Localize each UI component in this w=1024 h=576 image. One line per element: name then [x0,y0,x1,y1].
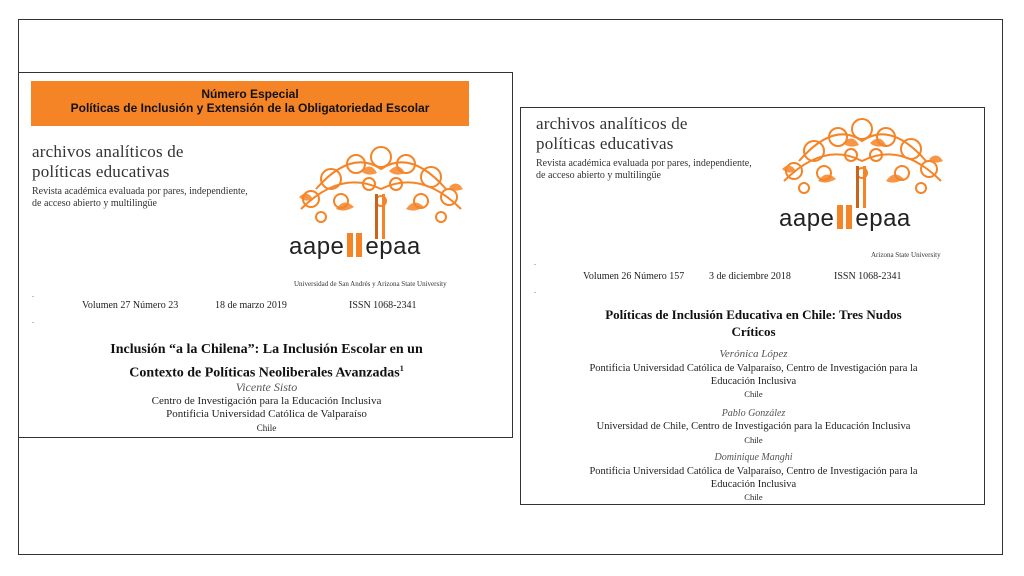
affiliation-line-2: Pontificia Universidad Católica de Valparaíso [166,408,367,420]
author-1-name: Verónica López [719,348,788,360]
special-issue-banner [31,81,469,126]
author-3-name: Dominique Manghi [714,452,793,463]
banner-line-1: Número Especial [201,87,299,101]
journal-subtitle-line-2: de acceso abierto y multilingüe [536,170,661,181]
article-title-line-1: Inclusión “a la Chilena”: La Inclusión Escolar en un [110,342,423,357]
journal-title-line-1: archivos analíticos de [536,114,688,133]
volume-number: Volumen 26 Número 157 [583,271,685,282]
publisher-universities: Universidad de San Andrés y Arizona State University [294,280,447,288]
journal-subtitle-line-1: Revista académica evaluada por pares, independiente, [32,186,248,197]
author-name: Vicente Sisto [235,380,298,394]
affiliation-line-1: Centro de Investigación para la Educación Inclusiva [151,395,382,407]
author-2-affiliation: Universidad de Chile, Centro de Investigación para la Educación Inclusiva [596,421,911,432]
issn: ISSN 1068-2341 [834,271,902,282]
journal-title-line-2: políticas educativas [536,134,674,153]
journal-title-line-2: políticas educativas [32,162,170,181]
author-2-country: Chile [744,435,763,445]
banner-line-2: Políticas de Inclusión y Extensión de la Obligatoriedad Escolar [70,101,430,115]
issue-metadata [521,271,986,285]
brand-wordmark [289,233,421,261]
author-1-affiliation-line-1: Pontificia Universidad Católica de Valparaíso, Centro de Investigación para la [589,363,918,374]
article-title [521,306,986,340]
tree-logo-icon [766,113,951,208]
document-cover-2: archivos analíticos de políticas educativas Revista académica evaluada por pares, independiente, de acceso abierto y multilingüe aape epaa Arizona State University . Volumen 26 Número 157 3 de diciembre 2018 ISSN 1068-2341 . Políticas de Inclusión Educativa en Chile: Tres Nudos Críticos Verónica López Pontificia Universidad Católica de Valparaíso, Centro de Investigación para la Educación Inclusiva Chile Pablo González Universidad de Chile, Centro de Investigación para la Educación Inclusiva Chile Dominique Manghi Pontificia Universidad Católica de Valparaíso, Centro de Investigación para la Educación Inclusiva Chile [520,107,985,505]
brand-left: aape [289,233,345,260]
issue-metadata [19,300,514,314]
issue-date: 3 de diciembre 2018 [709,271,791,282]
journal-header [32,142,248,210]
brand-left: aape [779,205,835,232]
footnote-marker: 1 [399,364,404,373]
brand-right: epaa [855,205,911,232]
article-title [19,340,514,383]
author-3-affiliation [521,465,986,491]
brand-wordmark [779,205,911,233]
author-1-country: Chile [744,389,763,399]
issue-date: 18 de marzo 2019 [215,300,287,311]
article-title-line-2: Contexto de Políticas Neoliberales Avanzadas [129,365,400,381]
author-country: Chile [256,423,277,433]
journal-subtitle-line-2: de acceso abierto y multilingüe [32,198,157,209]
tree-logo-icon [281,139,471,239]
author-3-affiliation-line-1: Pontificia Universidad Católica de Valparaíso, Centro de Investigación para la [589,466,918,477]
issn: ISSN 1068-2341 [349,300,417,311]
volume-number: Volumen 27 Número 23 [82,300,179,311]
author-2-name: Pablo González [721,408,786,419]
document-cover-1: Número Especial Políticas de Inclusión y Extensión de la Obligatoriedad Escolar archivos analíticos de políticas educativas Revista académica evaluada por pares, independiente, de acceso abierto y multilingüe aape epaa Universidad de San Andrés y Arizona State University . Volumen 27 Número 23 18 de marzo 2019 ISSN 1068-2341 . Inclusión “a la Chilena”: La Inclusión Escolar en un Contexto de Políticas Neoliberales Avanzadas$^1$ Vicente Sisto Centro de Investigación para la Educación Inclusiva Pontificia Universidad Católica de Valparaíso Chile [18,72,513,438]
journal-header [536,114,752,182]
article-title-line-2: Críticos [731,324,776,339]
author-3-affiliation-line-2: Educación Inclusiva [710,479,797,490]
journal-title-line-1: archivos analíticos de [32,142,184,161]
publisher-university: Arizona State University [871,251,941,259]
author-1-affiliation-line-2: Educación Inclusiva [710,376,797,387]
brand-right: epaa [365,233,421,260]
author-affiliation [19,395,514,421]
author-1-affiliation [521,362,986,388]
article-title-line-1: Políticas de Inclusión Educativa en Chile: Tres Nudos [605,307,902,322]
journal-subtitle-line-1: Revista académica evaluada por pares, independiente, [536,158,752,169]
author-3-country: Chile [744,492,763,502]
